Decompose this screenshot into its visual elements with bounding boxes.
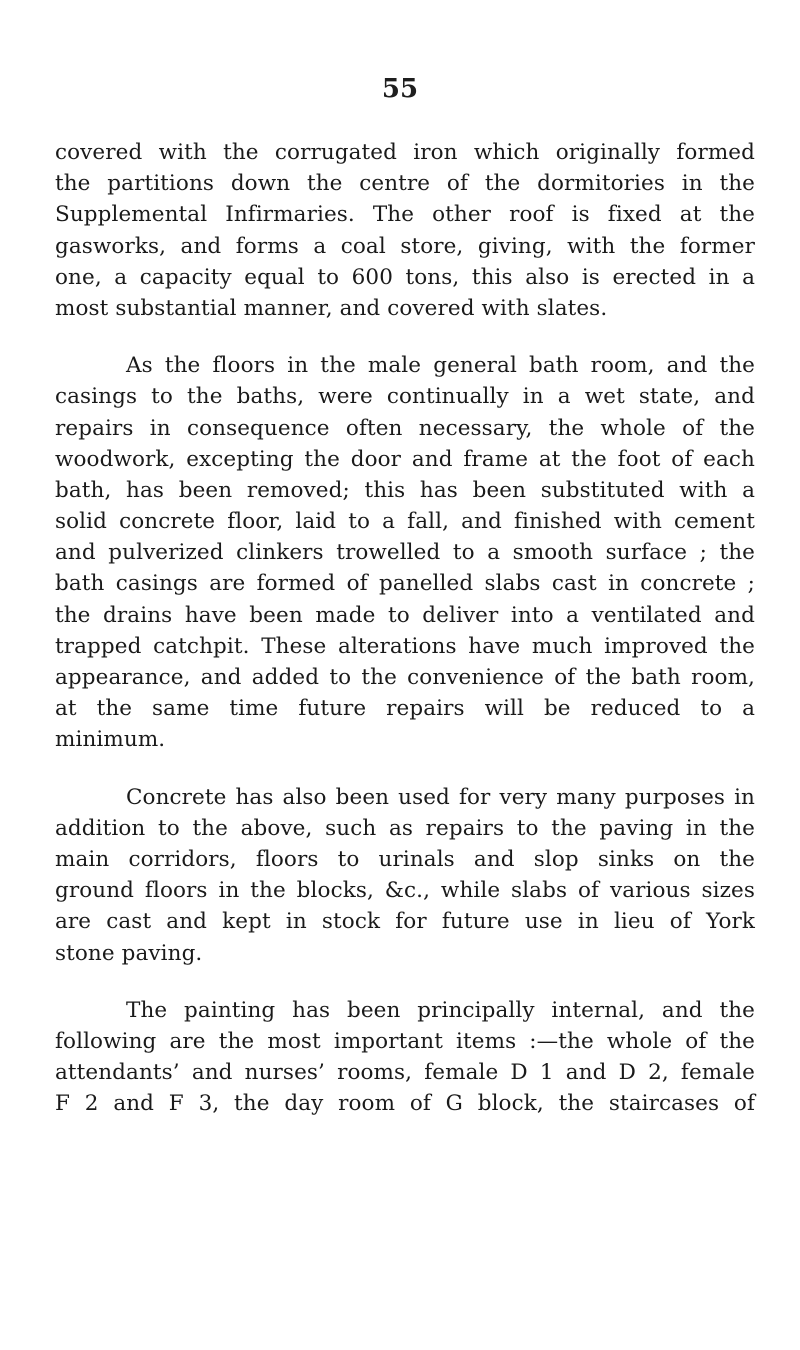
text-line: covered with the corrugated iron which originally formed [55,140,755,165]
page-number: 55 [381,74,419,104]
text-line: the drains have been made to deliver into a ventilated and [55,602,755,628]
text-line: As the floors in the male general bath room, and the [126,353,755,379]
text-line: Concrete has also been used for very many purposes in [126,784,755,810]
paragraph-4 [55,995,755,1120]
text-line: trapped catchpit. These alterations have much improved the [55,633,755,659]
text-line: are cast and kept in stock for future use in lieu of York [55,909,755,935]
text-line: F 2 and F 3, the day room of G block, the staircases of [55,1091,755,1117]
text-line: main corridors, floors to urinals and slop sinks on the [55,846,755,872]
text-line: gasworks, and forms a coal store, giving, with the former [55,233,755,259]
paragraph-3 [55,782,755,969]
text-line: repairs in consequence often necessary, the whole of the [55,415,755,441]
text-line: solid concrete floor, laid to a fall, and finished with cement [55,509,755,535]
text-line: The painting has been principally internal, and the [126,997,755,1023]
text-line: one, a capacity equal to 600 tons, this also is erected in a [55,264,755,290]
text-line: Supplemental Infirmaries. The other roof is fixed at the [55,202,755,228]
text-line: attendants’ and nurses’ rooms, female D 1 and D 2, female [55,1060,755,1086]
text-line: addition to the above, such as repairs to the paving in the [55,815,755,841]
text-line: casings to the baths, were continually in a wet state, and [55,384,755,410]
text-line: woodwork, excepting the door and frame at the foot of each [55,446,755,472]
body-text [55,137,755,1145]
text-line: bath casings are formed of panelled slabs cast in concrete ; [55,571,755,597]
text-line: at the same time future repairs will be reduced to a [55,696,755,722]
text-line: ground floors in the blocks, &c., while slabs of various sizes [55,878,755,904]
text-line: the partitions down the centre of the dormitories in the [55,171,755,197]
text-line: most substantial manner, and covered with slates. [55,295,608,321]
text-line: and pulverized clinkers trowelled to a smooth surface ; the [55,540,755,566]
text-line: appearance, and added to the convenience of the bath room, [55,665,755,690]
text-line: bath, has been removed; this has been substituted with a [55,477,755,503]
text-line: stone paving. [55,940,203,966]
paragraph-2 [55,350,755,755]
paragraph-1 [55,137,755,324]
text-line: minimum. [55,727,166,753]
text-line: following are the most important items :—the whole of the [55,1028,755,1054]
